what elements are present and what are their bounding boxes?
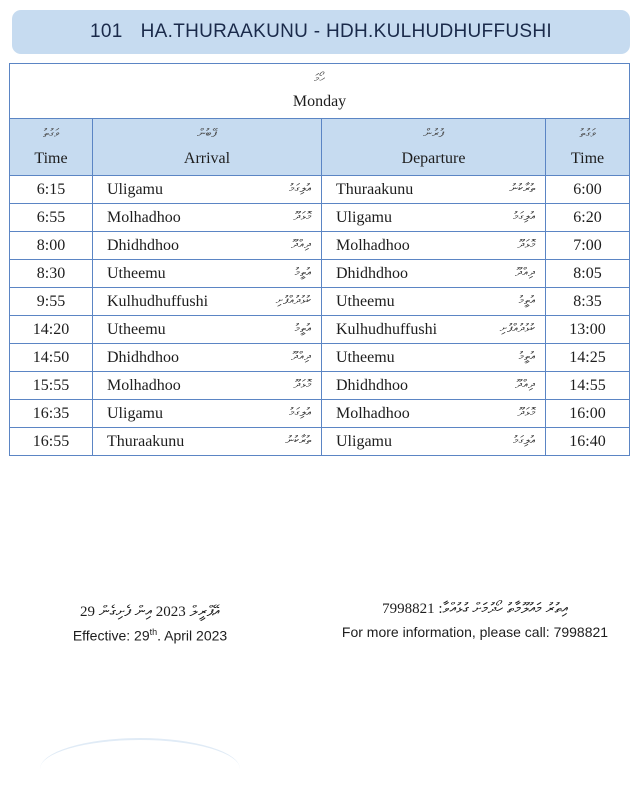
col-header-en: Time	[34, 150, 68, 167]
table-row	[10, 400, 630, 428]
arrival-time: 15:55	[10, 372, 93, 400]
effective-suffix: th	[149, 627, 158, 637]
arrival-place-en: Utheemu	[107, 264, 166, 282]
departure-place-en: Thuraakunu	[336, 180, 414, 198]
departure-place-dv: މޮޅަދޫ	[517, 405, 535, 419]
arrival-place	[93, 232, 322, 260]
arrival-time: 14:20	[10, 316, 93, 344]
day-label: Monday	[292, 93, 347, 110]
arrival-place	[93, 372, 322, 400]
effective-date-dv: 29 އޭޕްރީލް 2023 އިން ފެށިގެން	[80, 604, 220, 620]
arrival-place-en: Molhadhoo	[107, 208, 181, 226]
departure-place	[322, 204, 546, 232]
arrival-place-dv: ތުރާކުނު	[285, 433, 311, 447]
contact-info-dv: އިތުރު މައުލޫމާތު ހޯދުމަށް ގުޅުއްވާ: 7998821	[382, 601, 568, 617]
arrival-place-dv: އުތީމު	[294, 321, 311, 335]
arrival-place-dv: މޮޅަދޫ	[293, 209, 311, 223]
timetable	[9, 63, 630, 456]
arrival-place	[93, 428, 322, 456]
table-row	[10, 260, 630, 288]
arrival-place	[93, 204, 322, 232]
departure-time: 16:00	[546, 400, 630, 428]
arrival-place-dv: ދިއްދޫ	[291, 349, 311, 363]
departure-place-en: Utheemu	[336, 292, 395, 310]
arrival-time: 14:50	[10, 344, 93, 372]
departure-time: 16:40	[546, 428, 630, 456]
arrival-place-dv: އުލިގަމު	[289, 405, 311, 419]
departure-time: 6:00	[546, 176, 630, 204]
departure-place-dv: އުތީމު	[518, 293, 535, 307]
day-label-dv: ހޯމަ	[314, 71, 325, 85]
table-row	[10, 204, 630, 232]
departure-place-en: Uligamu	[336, 432, 392, 450]
arrival-place	[93, 288, 322, 316]
arrival-time: 16:55	[10, 428, 93, 456]
departure-place	[322, 372, 546, 400]
departure-place	[322, 288, 546, 316]
arrival-place-dv: އުތީމު	[294, 265, 311, 279]
arrival-place-dv: މޮޅަދޫ	[293, 377, 311, 391]
col-header-time-left	[10, 119, 93, 176]
day-row	[10, 64, 630, 119]
col-header-dv: ފޭބުން	[196, 126, 218, 140]
effective-day: 29	[134, 627, 150, 644]
arrival-place-en: Uligamu	[107, 180, 163, 198]
departure-place-dv: އުލިގަމު	[513, 209, 535, 223]
arrival-time: 6:15	[10, 176, 93, 204]
arrival-place	[93, 316, 322, 344]
arrival-place-en: Uligamu	[107, 404, 163, 422]
col-header-arrival	[93, 119, 322, 176]
table-row	[10, 288, 630, 316]
arrival-place	[93, 176, 322, 204]
departure-place	[322, 260, 546, 288]
arrival-place	[93, 260, 322, 288]
arrival-time: 6:55	[10, 204, 93, 232]
arrival-place-dv: އުލިގަމު	[289, 181, 311, 195]
departure-place	[322, 232, 546, 260]
col-header-en: Time	[570, 150, 605, 167]
arrival-place	[93, 344, 322, 372]
departure-place-dv: މޮޅަދޫ	[517, 237, 535, 251]
departure-time: 14:55	[546, 372, 630, 400]
arrival-place	[93, 400, 322, 428]
col-header-en: Arrival	[183, 150, 231, 167]
departure-place-dv: އުލިގަމު	[513, 433, 535, 447]
arrival-place-dv: ކުޅުދުއްފުށި	[275, 293, 311, 307]
departure-place-dv: ކުޅުދުއްފުށި	[499, 321, 535, 335]
col-header-en: Departure	[401, 150, 466, 167]
day-cell	[10, 64, 630, 119]
departure-place-en: Dhidhdhoo	[336, 264, 408, 282]
arrival-place-en: Dhidhdhoo	[107, 348, 179, 366]
departure-place-en: Utheemu	[336, 348, 395, 366]
col-header-dv: ފުރުން	[423, 126, 444, 140]
arrival-place-en: Utheemu	[107, 320, 166, 338]
col-header-dv: ވަގުތު	[579, 126, 596, 140]
table-row	[10, 428, 630, 456]
effective-label: Effective:	[72, 627, 131, 644]
col-header-departure	[322, 119, 546, 176]
arrival-time: 9:55	[10, 288, 93, 316]
departure-place-dv: ތުރާކުނު	[509, 181, 535, 195]
departure-place-en: Molhadhoo	[336, 404, 410, 422]
effective-rest: . April 2023	[157, 627, 228, 644]
departure-place	[322, 316, 546, 344]
departure-time: 7:00	[546, 232, 630, 260]
arrival-time: 8:30	[10, 260, 93, 288]
departure-time: 13:00	[546, 316, 630, 344]
contact-info	[330, 600, 620, 640]
decorative-curve	[40, 738, 240, 800]
departure-time: 6:20	[546, 204, 630, 232]
col-header-time-right	[546, 119, 630, 176]
departure-place-dv: ދިއްދޫ	[515, 265, 535, 279]
table-row	[10, 176, 630, 204]
departure-place-dv: އުތީމު	[518, 349, 535, 363]
arrival-time: 8:00	[10, 232, 93, 260]
table-row	[10, 316, 630, 344]
arrival-time: 16:35	[10, 400, 93, 428]
header-row	[10, 119, 630, 176]
table-row	[10, 344, 630, 372]
arrival-place-en: Thuraakunu	[107, 432, 185, 450]
table-row	[10, 372, 630, 400]
departure-place-en: Kulhudhuffushi	[336, 320, 438, 338]
arrival-place-dv: ދިއްދޫ	[291, 237, 311, 251]
departure-place-dv: ދިއްދޫ	[515, 377, 535, 391]
departure-place	[322, 428, 546, 456]
departure-place	[322, 400, 546, 428]
table-row	[10, 232, 630, 260]
departure-time: 8:35	[546, 288, 630, 316]
departure-place	[322, 176, 546, 204]
arrival-place-en: Kulhudhuffushi	[107, 292, 209, 310]
departure-place	[322, 344, 546, 372]
col-header-dv: ވަގުތު	[43, 126, 59, 140]
route-name: HA.THURAAKUNU - HDH.KULHUDHUFFUSHI	[140, 21, 552, 42]
departure-place-en: Molhadhoo	[336, 236, 410, 254]
contact-info-en: For more information, please call: 7998821	[341, 624, 609, 640]
arrival-place-en: Dhidhdhoo	[107, 236, 179, 254]
departure-place-en: Dhidhdhoo	[336, 376, 408, 394]
effective-date-en	[60, 627, 240, 644]
arrival-place-en: Molhadhoo	[107, 376, 181, 394]
route-banner	[12, 10, 630, 54]
route-number: 101	[90, 21, 123, 42]
departure-place-en: Uligamu	[336, 208, 392, 226]
departure-time: 14:25	[546, 344, 630, 372]
departure-time: 8:05	[546, 260, 630, 288]
effective-date	[60, 603, 240, 644]
